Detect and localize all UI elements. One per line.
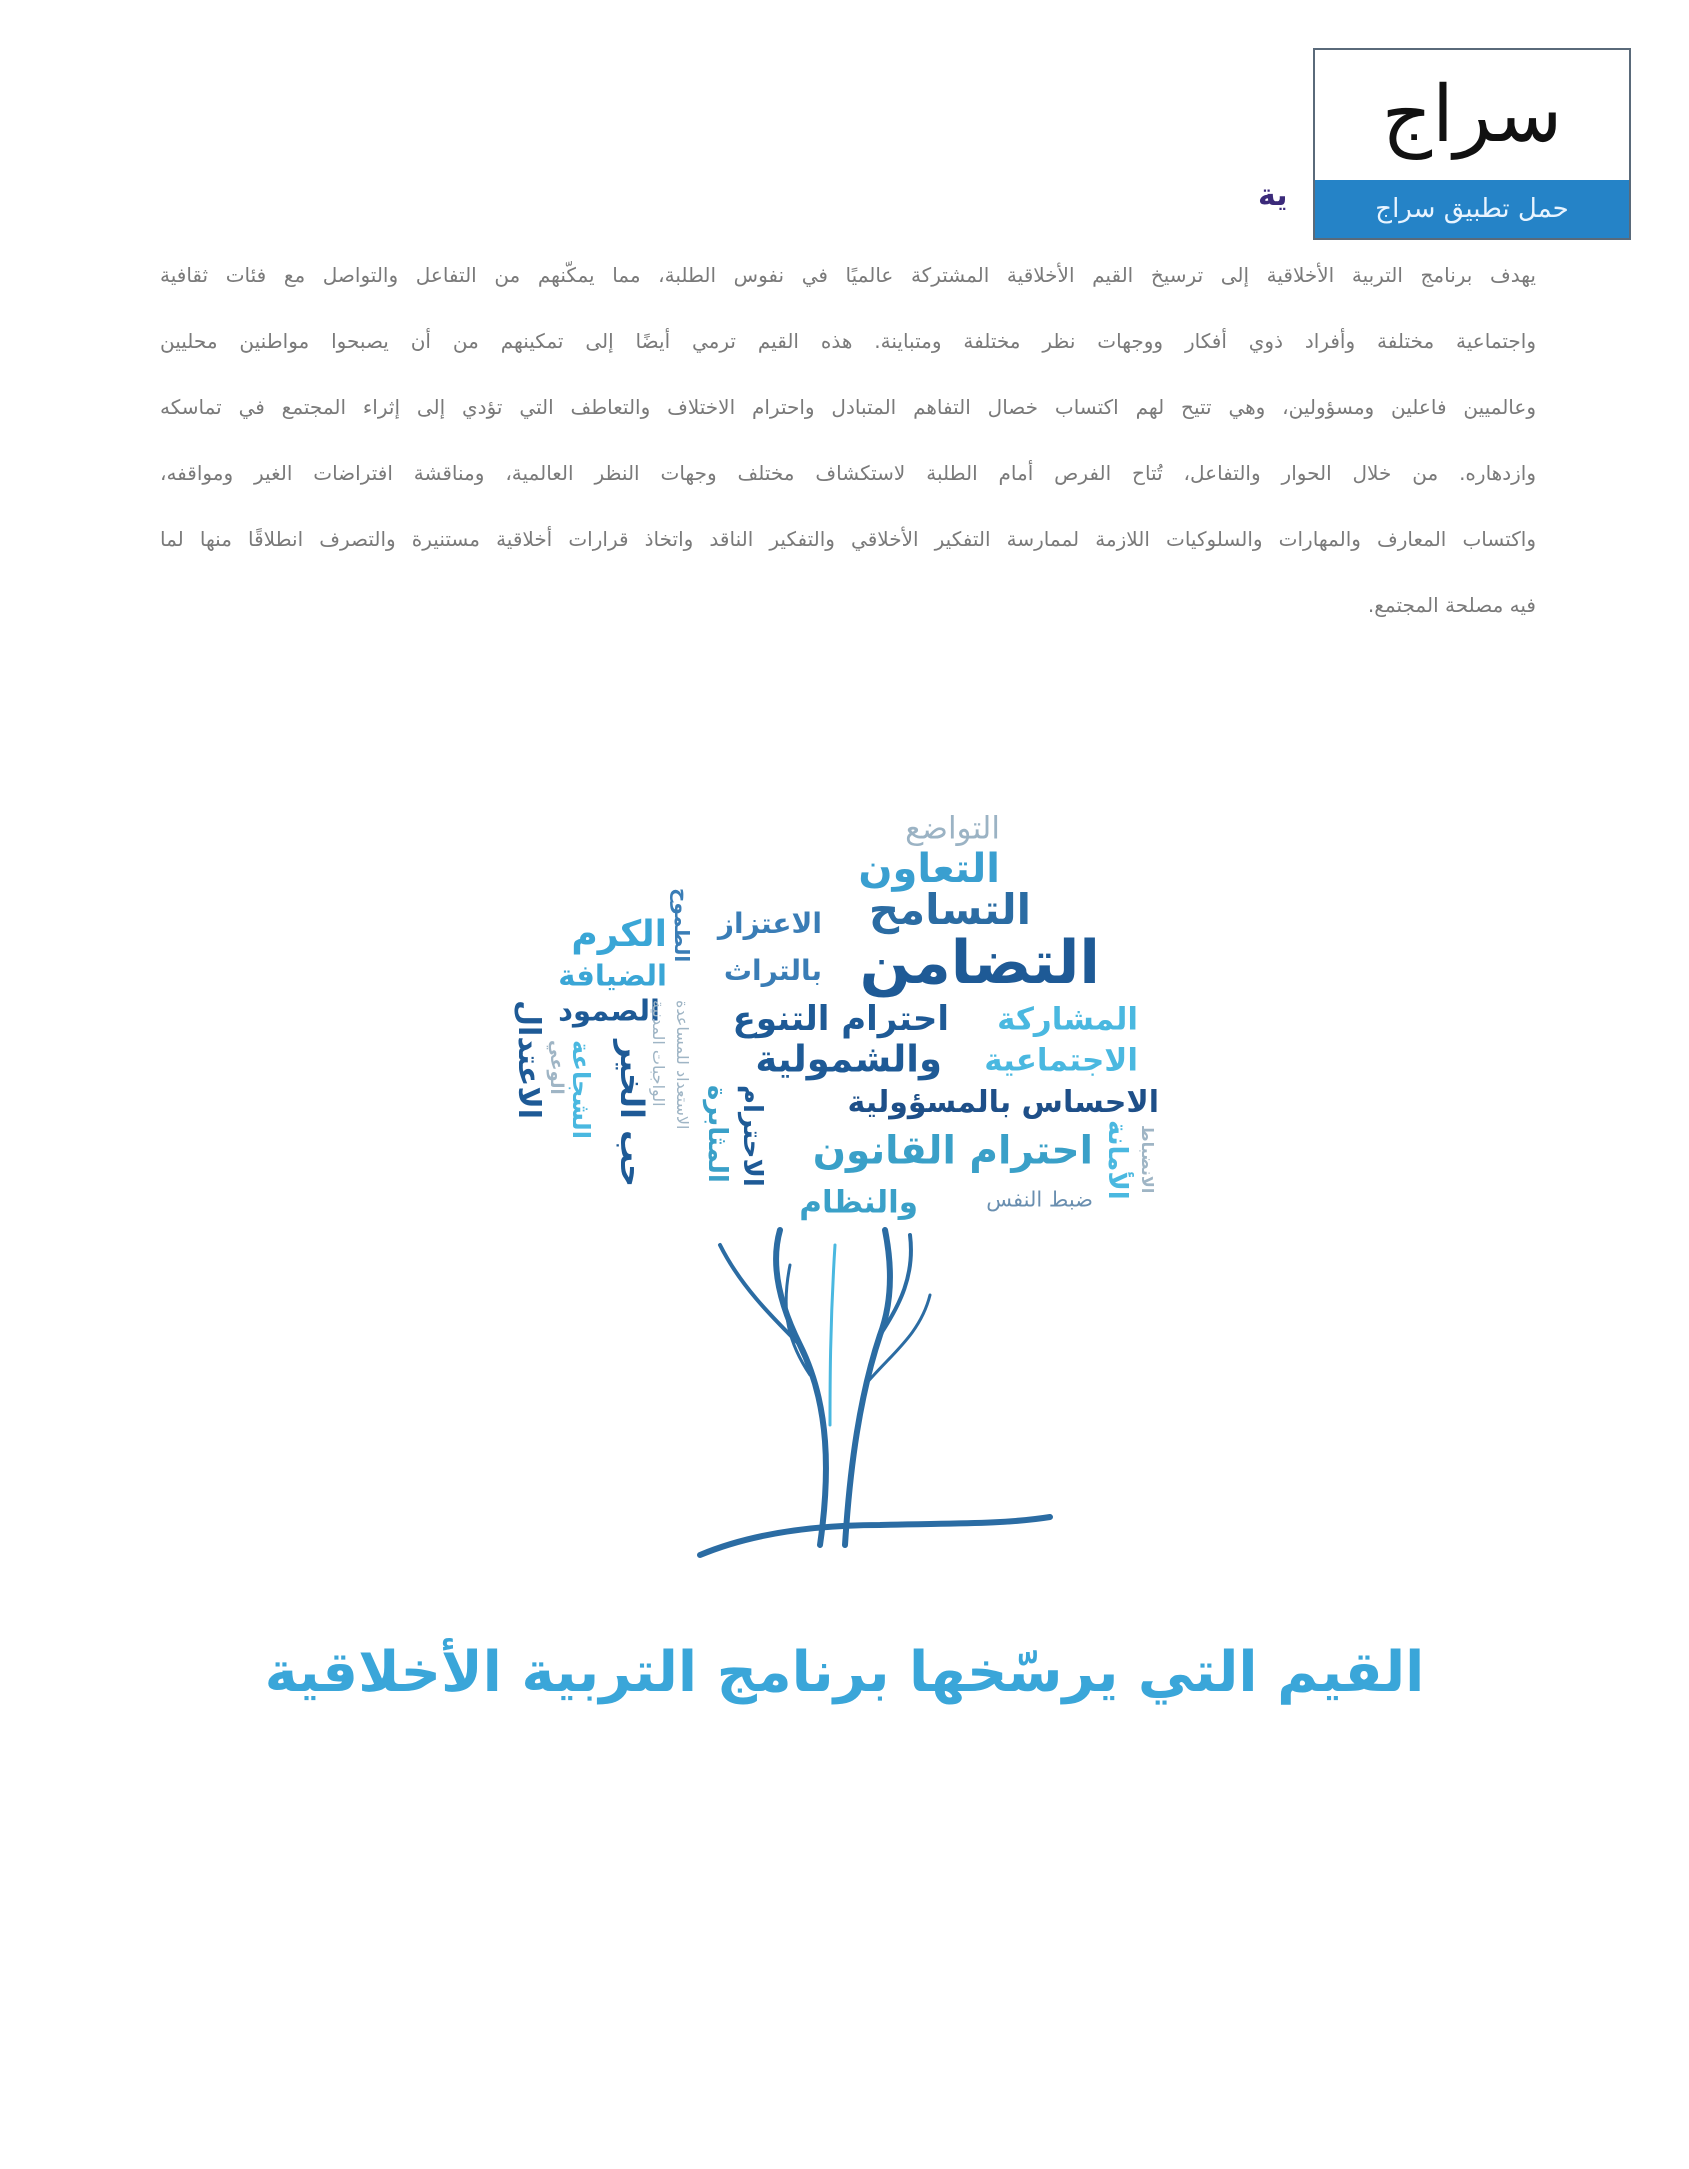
cloud-word: والشمولية bbox=[755, 1037, 942, 1081]
tree-trunk-illustration bbox=[680, 1225, 1060, 1560]
paragraph-line: وعالميين فاعلين ومسؤولين، وهي تتيح لهم اكتساب خصال التفاهم المتبادل واحترام الاختلاف والتعاطف التي تؤدي إلى إثراء المجتمع في تماسكه bbox=[160, 395, 1536, 419]
cloud-word-vertical: المثابرة bbox=[702, 1085, 732, 1183]
cloud-word-vertical: الاحترام bbox=[737, 1085, 767, 1187]
cloud-word-vertical: الاعتدال bbox=[511, 1000, 546, 1120]
section-heading-partial: ية bbox=[1258, 178, 1288, 213]
cloud-word: التسامح bbox=[868, 885, 1031, 934]
paragraph-line: واجتماعية مختلفة وأفراد ذوي أفكار ووجهات نظر مختلفة ومتباينة. هذه القيم ترمي أيضًا إلى تمكينهم من أن يصبحوا مواطنين محليين bbox=[160, 329, 1536, 353]
cloud-word: الاجتماعية bbox=[984, 1042, 1138, 1079]
cloud-word: الضيافة bbox=[558, 958, 667, 993]
cloud-word-vertical: الأمانة bbox=[1102, 1120, 1132, 1200]
cloud-word-vertical: الشجاعة bbox=[567, 1040, 595, 1139]
download-app-label[interactable]: حمل تطبيق سراج bbox=[1315, 180, 1629, 238]
cloud-word: احترام التنوع bbox=[732, 999, 949, 1039]
cloud-word: والنظام bbox=[799, 1184, 918, 1221]
cloud-word: بالتراث bbox=[723, 954, 822, 987]
paragraph-line: يهدف برنامج التربية الأخلاقية إلى ترسيخ القيم الأخلاقية المشتركة عالميًا في نفوس الطلبة، مما يمكّنهم من التفاعل والتواصل مع فئات ثقافية bbox=[160, 263, 1536, 287]
paragraph-line: فيه مصلحة المجتمع. bbox=[1367, 593, 1536, 617]
cloud-word: الاعتزاز bbox=[717, 907, 822, 940]
cloud-word-vertical: الواجبات المدنية bbox=[649, 1000, 668, 1107]
paragraph-line: وازدهاره. من خلال الحوار والتفاعل، تُتاح الفرص أمام الطلبة لاستكشاف مختلف وجهات النظر العالمية، ومناقشة افتراضات الغير ومواقفه، bbox=[160, 461, 1536, 485]
cloud-word: التعاون bbox=[858, 846, 1000, 892]
cloud-word: الكرم bbox=[571, 914, 667, 955]
cloud-word: التواضع bbox=[905, 810, 1000, 847]
cloud-word: الاحساس بالمسؤولية bbox=[847, 1085, 1159, 1120]
cloud-word: التضامن bbox=[859, 928, 1100, 998]
cloud-word-vertical: حب الخير bbox=[613, 1040, 651, 1188]
cloud-word-vertical: الطموح bbox=[670, 888, 694, 963]
cloud-word: احترام القانون bbox=[812, 1128, 1093, 1174]
cloud-word: المشاركة bbox=[997, 1001, 1138, 1038]
page-title: القيم التي يرسّخها برنامج التربية الأخلاقية bbox=[264, 1640, 1425, 1705]
cloud-word: ضبط النفس bbox=[986, 1187, 1093, 1212]
cloud-word-vertical: الانضباط bbox=[1138, 1125, 1157, 1194]
cloud-word-vertical: الوعي bbox=[546, 1040, 567, 1095]
paragraph-line: واكتساب المعارف والمهارات والسلوكيات اللازمة لممارسة التفكير الأخلاقي والتفكير الناقد واتخاذ قرارات أخلاقية مستنيرة والتصرف انطلاقًا منها لما bbox=[160, 527, 1536, 551]
cloud-word-vertical: الاستعداد للمساعدة bbox=[673, 1000, 692, 1130]
cloud-word: الصمود bbox=[558, 993, 660, 1028]
logo-wordmark: سراج bbox=[1381, 70, 1563, 160]
